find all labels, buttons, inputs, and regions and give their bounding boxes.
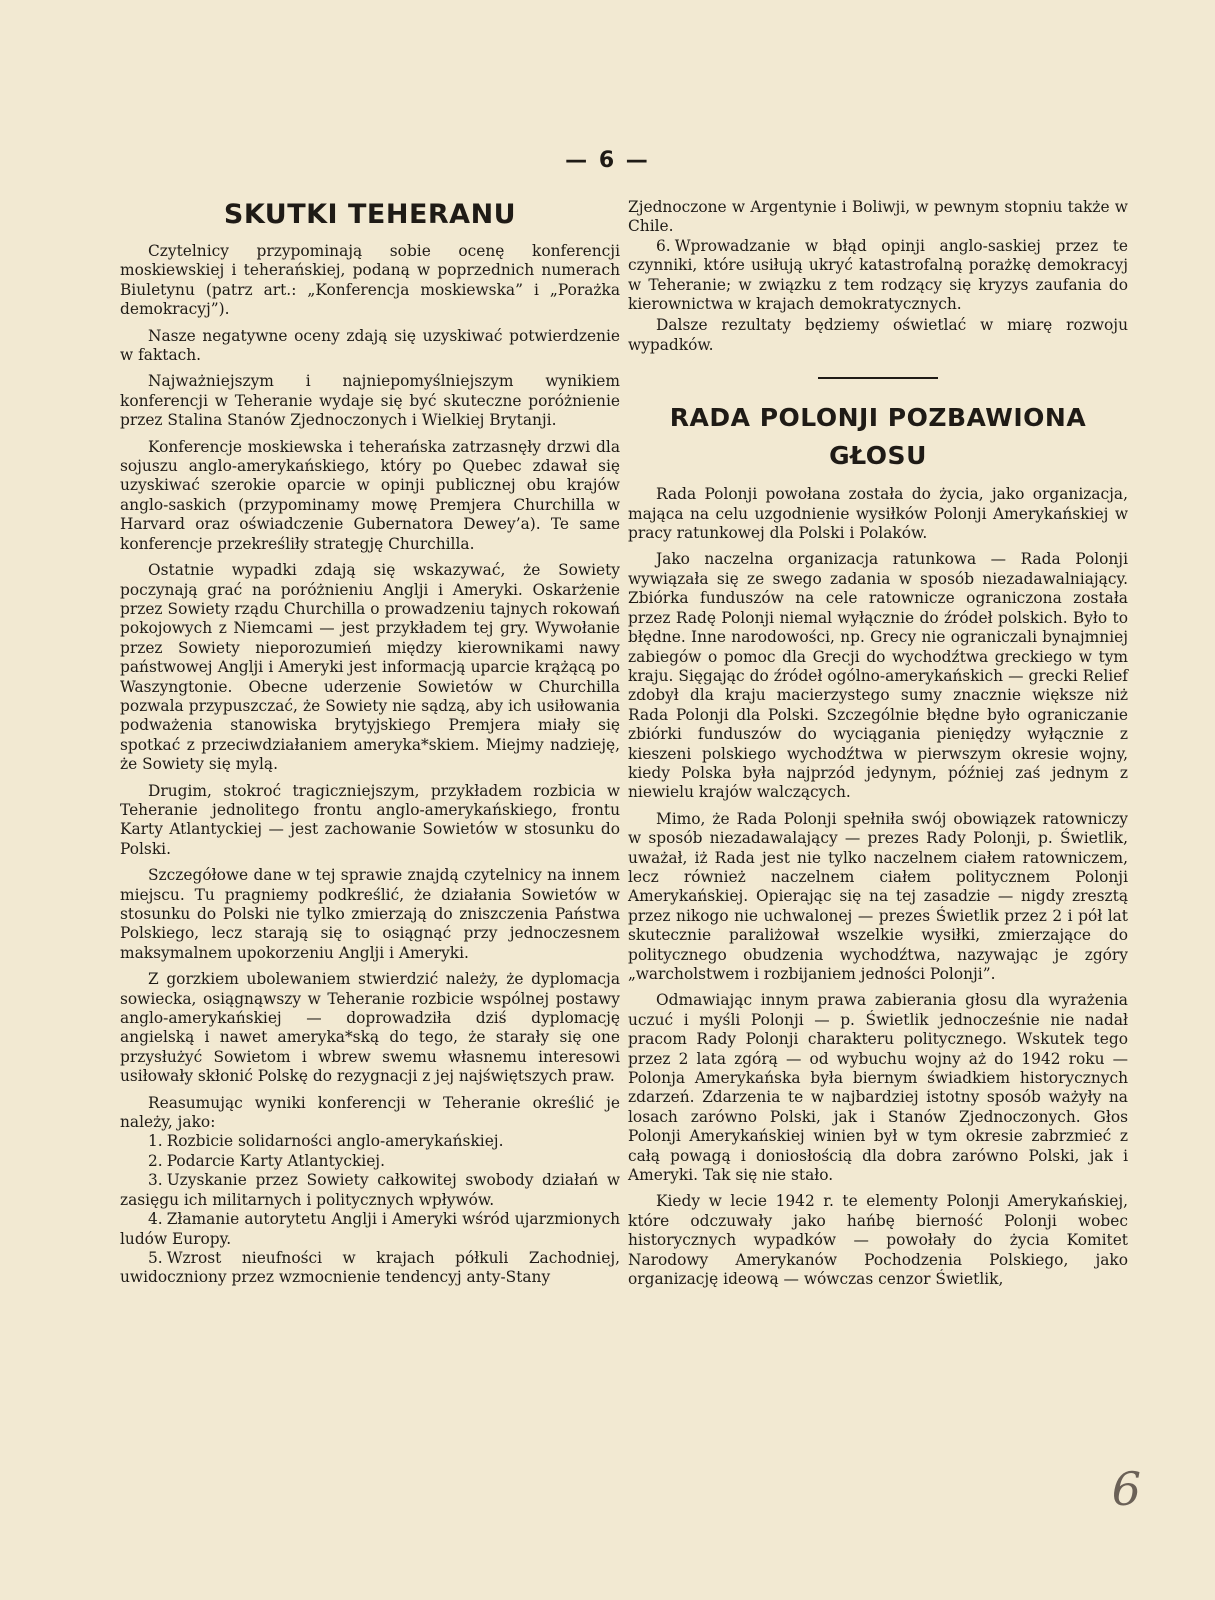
list-item-text: Rozbicie solidarności anglo-amerykańskiej. (166, 1132, 504, 1151)
list-item (120, 1210, 620, 1249)
list-item-text: Wprowadzanie w błąd opinji anglo-saskiej przez te czynniki, które usiłują ukryć katastrofalną porażkę demokracyj w Teheranie; w związku z tem rodzący się kryzys zaufania do kierownictwa w krajach demokratycznych. (628, 236, 1128, 314)
page-number: — 6 — (565, 148, 650, 173)
paragraph: Mimo, że Rada Polonji spełniła swój obowiązek ratowniczy w sposób niezadawalający — prezes Rady Polonji, p. Świetlik, uważał, iż Rada jest nie tylko naczelnem ciałem ratowniczem, lecz również naczelnem ciałem politycznem Polonji Amerykańskiej. Opierając się na tej zasadzie — nigdy zresztą przez nikogo nie uchwalonej — prezes Świetlik przez 2 i pół lat skutecznie paraliżował wszelkie wysiłki, zmierzające do politycznego obudzenia wychodźtwa, nazywając je zgóry „warcholstwem i rozbijaniem jedności Polonji”. (628, 809, 1128, 983)
paragraph: Szczegółowe dane w tej sprawie znajdą czytelnicy na innem miejscu. Tu pragniemy podkreślić, że działania Sowietów w stosunku do Polski nie tylko zmierzają do zniszczenia Państwa Polskiego, lecz starają się to osiągnąć przy jednoczesnem maksymalnem upokorzeniu Anglji i Ameryki. (120, 866, 620, 962)
paragraph: Rada Polonji powołana została do życia, jako organizacja, mająca na celu uzgodnienie wysiłków Polonji Amerykańskiej w pracy ratunkowej dla Polski i Polaków. (628, 485, 1128, 543)
paragraph: Jako naczelna organizacja ratunkowa — Rada Polonji wywiązała się ze swego zadania w sposób niezadawalniający. Zbiórka funduszów na cele ratownicze ograniczona została przez Radę Polonji niemal wyłącznie do źródeł polskich. Było to błędne. Inne narodowości, np. Grecy nie ograniczali bynajmniej zabiegów o pomoc dla Grecji do wychodźtwa greckiego w tym kraju. Sięgając do źródeł ogólno-amerykańskich — grecki Relief zdobył dla kraju macierzystego sumy znacznie większe niż Rada Polonji dla Polski. Szczególnie błędne było ograniczanie zbiórki funduszów do wyciągania pieniędzy wyłącznie z kieszeni polskiego wychodźtwa w pierwszym okresie wojny, kiedy Polska była najprzód jedynym, później zaś jednym z niewielu krajów walczących. (628, 550, 1128, 802)
list-item-number: 2. (148, 1151, 163, 1170)
list-item-text: Wzrost nieufności w krajach półkuli Zachodniej, uwidoczniony przez wzmocnienie tendencyj anty-Stany (120, 1248, 620, 1287)
paragraph: Kiedy w lecie 1942 r. te elementy Polonji Amerykańskiej, które odczuwały jako hańbę bierność Polonji wobec historycznych wypadków — powołały do życia Komitet Narodowy Amerykanów Pochodzenia Polskiego, jako organizację ideową — wówczas cenzor Świetlik, (628, 1192, 1128, 1289)
continued-paragraph: Zjednoczone w Argentynie i Boliwji, w pewnym stopniu także w Chile. (628, 198, 1128, 236)
list-item-text: Złamanie autorytetu Anglji i Ameryki wśród ujarzmionych ludów Europy. (120, 1210, 620, 1248)
list-item (120, 1132, 620, 1151)
list-item-number: 6. (656, 236, 671, 255)
handwritten-page-mark: 6 (1111, 1462, 1141, 1516)
paragraph: Nasze negatywne oceny zdają się uzyskiwać potwierdzenie w faktach. (120, 326, 620, 365)
list-item-number: 1. (148, 1132, 163, 1151)
paragraph: Konferencje moskiewska i teherańska zatrzasnęły drzwi dla sojuszu anglo-amerykańskiego, który po Quebec zdawał się uzyskiwać szerokie oparcie w opinji publicznej obu krajów anglo-saskich (przypominamy mowę Premjera Churchilla w Harvard oraz oświadczenie Gubernatora Dewey’a). Te same konferencje przekreśliły strategję Churchilla. (120, 437, 620, 553)
list (120, 1132, 620, 1287)
list-item-number: 5. (148, 1248, 163, 1267)
list-item (120, 1249, 620, 1288)
article-title-skutki-teheranu: SKUTKI TEHERANU (223, 199, 517, 230)
paragraph: Czytelnicy przypominają sobie ocenę konferencji moskiewskiej i teherańskiej, podaną w poprzednich numerach Biuletynu (patrz art.: „Konferencja moskiewska” i „Porażka demokracyj”). (120, 242, 620, 319)
list-item-number: 3. (148, 1171, 163, 1190)
list-item-text: Podarcie Karty Atlantyckiej. (166, 1151, 385, 1170)
article-title-rada-polonji: RADA POLONJI POZBAWIONA GŁOSU (669, 403, 1087, 471)
paragraph: Ostatnie wypadki zdają się wskazywać, że Sowiety poczynają grać na poróżnieniu Anglji i Ameryki. Oskarżenie przez Sowiety rządu Churchilla o prowadzeniu tajnych rokowań pokojowych z Niemcami — jest przykładem tej gry. Wywołanie przez Sowiety nieporozumień między kierownikami nawy państwowej Anglji i Ameryki jest informacją uparcie krążącą po Waszyngtonie. Obecne uderzenie Sowietów w Churchilla pozwala przypuszczać, że Sowiety nie sądzą, aby ich usiłowania podważenia stanowiska brytyjskiego Premjera miały się spotkać z przeciwdziałaniem ameryka*skiem. Miejmy nadzieję, że Sowiety się mylą. (120, 561, 620, 774)
section-divider (818, 377, 938, 379)
closing-paragraph: Dalsze rezultaty będziemy oświetlać w miarę rozwoju wypadków. (628, 316, 1128, 354)
paragraph: Odmawiając innym prawa zabierania głosu dla wyrażenia uczuć i myśli Polonji — p. Świetlik jednocześnie nie nadał pracom Rady Polonji charakteru politycznego. Wskutek tego przez 2 lata zgórą — od wybuchu wojny aż do 1942 roku — Polonja Amerykańska była biernym świadkiem historycznych zdarzeń. Zdarzenia te w najbardziej istotny sposób ważyły na losach zarówno Polski, jak i Stanów Zjednoczonych. Głos Polonji Amerykańskiej winien był w tym okresie zabrzmieć z całą powagą i doniosłością dla dobra zarówno Polski, jak i Ameryki. Tak się nie stało. (628, 991, 1128, 1185)
list-item-text: Uzyskanie przez Sowiety całkowitej swobody działań w zasięgu ich militarnych i politycznych wpływów. (120, 1171, 620, 1209)
left-column (120, 198, 620, 1288)
list-item (628, 237, 1128, 315)
right-column (628, 198, 1128, 1297)
paragraph: Najważniejszym i najniepomyślniejszym wynikiem konferencji w Teheranie wydaje się być skuteczne poróżnienie przez Stalina Stanów Zjednoczonych i Wielkiej Brytanji. (120, 372, 620, 430)
paragraph: Drugim, stokroć tragiczniejszym, przykładem rozbicia w Teheranie jednolitego frontu anglo-amerykańskiego, frontu Karty Atlantyckiej — jest zachowanie Sowietów w stosunku do Polski. (120, 781, 620, 858)
paragraph: Reasumując wyniki konferencji w Teheranie określić je należy, jako: (120, 1093, 620, 1132)
list-item (120, 1171, 620, 1210)
paragraph: Z gorzkiem ubolewaniem stwierdzić należy, że dyplomacja sowiecka, osiągnąwszy w Teheranie rozbicie wspólnej postawy anglo-amerykańskiej — doprowadziła dziś dyplomację angielską i nawet ameryka*ską do tego, że starały się one przysłużyć Sowietom i wbrew swemu własnemu interesowi usiłowały skłonić Polskę do rezygnacji z jej najświętszych praw. (120, 970, 620, 1086)
list-item-number: 4. (148, 1210, 163, 1229)
list-item (120, 1152, 620, 1171)
